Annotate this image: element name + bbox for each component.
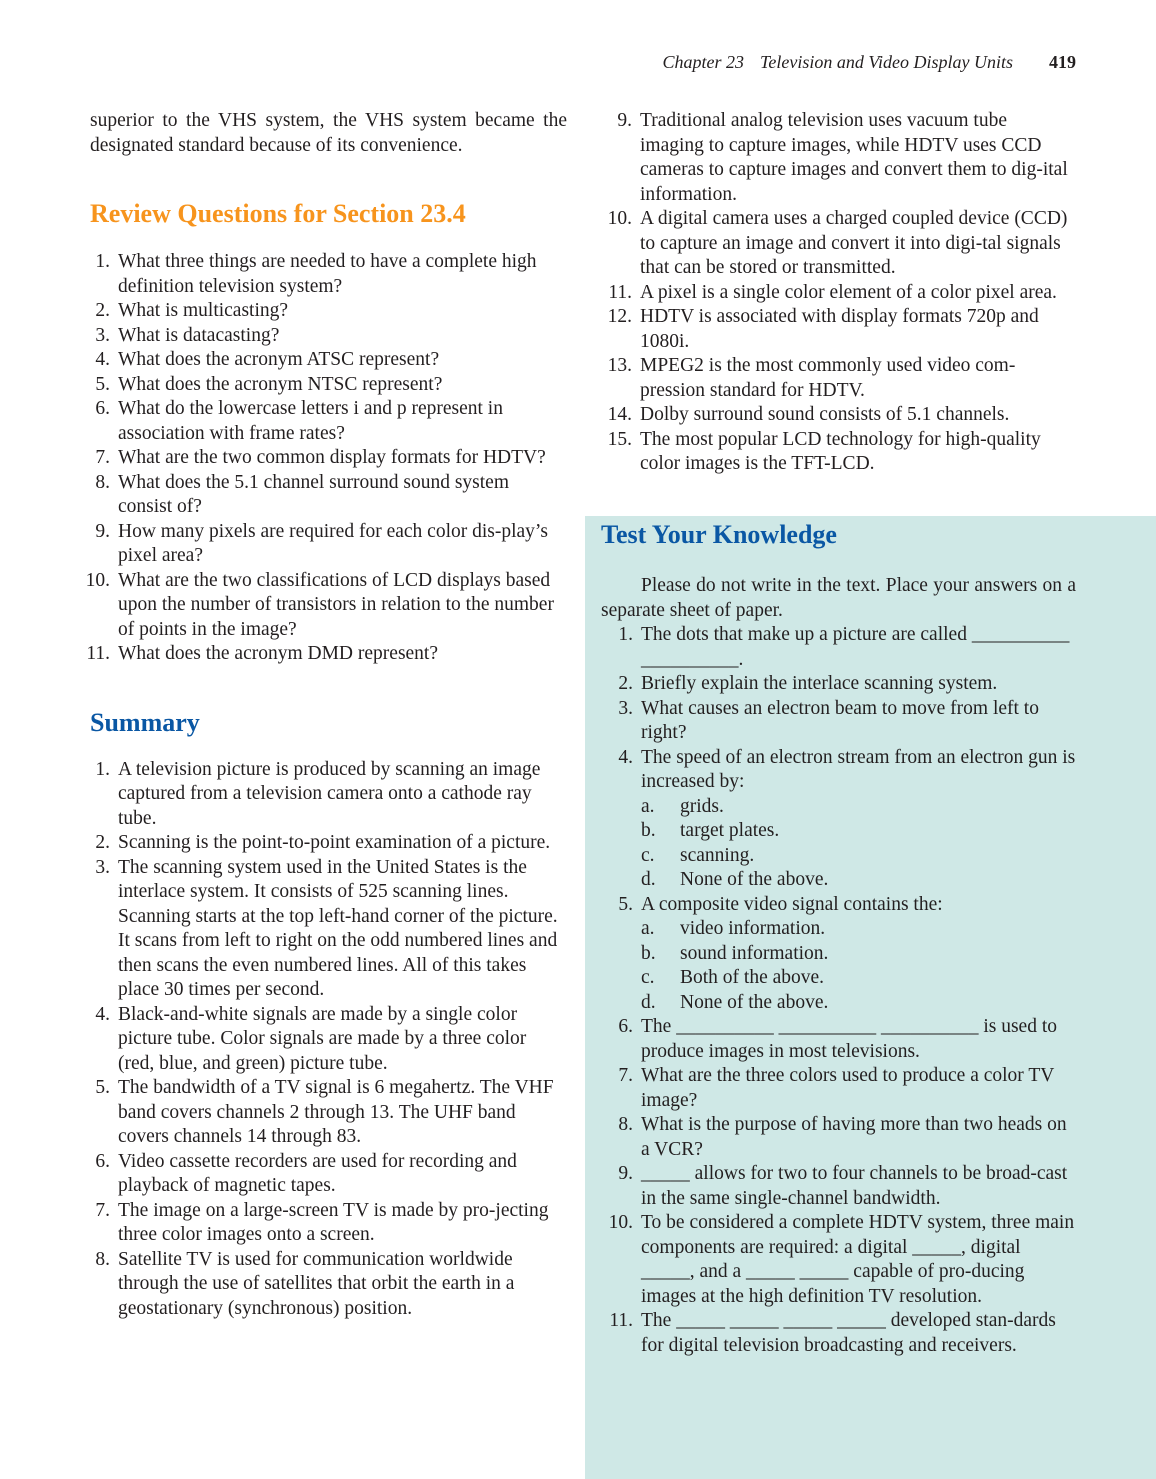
item-number: 6.	[95, 398, 110, 419]
option-letter: c.	[641, 844, 655, 866]
item-text	[640, 428, 1075, 477]
test-instructions: Please do not write in the text. Place your answers on a separate sheet of paper.	[601, 575, 1076, 621]
list-item	[90, 299, 567, 324]
list-item	[601, 746, 1076, 893]
test-your-knowledge-box	[585, 516, 1156, 1479]
item-number: 11.	[608, 281, 632, 303]
item-text-content: Black-and-white signals are made by a single color picture tube. Color signals are made by a three color (red, blue, and green) picture tube.	[118, 1003, 527, 1074]
item-text-content: A digital camera uses a charged coupled device (CCD) to capture an image and convert it into digi-tal signals that can be stored or transmitted.	[640, 208, 1068, 278]
option-item	[641, 795, 1076, 820]
test-questions-list	[601, 623, 1076, 1358]
item-number: 8.	[95, 1248, 110, 1270]
item-number: 1.	[95, 758, 110, 780]
list-item	[601, 1162, 1076, 1211]
list-item	[90, 1199, 567, 1248]
item-text	[641, 672, 1076, 697]
item-number: 4.	[618, 746, 633, 768]
item-text-content: The bandwidth of a TV signal is 6 megahertz. The VHF band covers channels 2 through 13. The UHF band covers channels 14 through 83.	[118, 1077, 554, 1147]
item-text-content: The dots that make up a picture are called __________ __________.	[641, 624, 1070, 670]
item-text	[118, 831, 567, 856]
item-number: 2.	[95, 300, 110, 321]
item-text-content: Scanning is the point-to-point examination of a picture.	[118, 832, 551, 853]
item-number: 2.	[95, 832, 110, 853]
item-number: 14.	[607, 404, 632, 425]
item-number: 1.	[618, 624, 633, 645]
item-text	[640, 403, 1075, 428]
item-text	[118, 250, 567, 299]
list-item	[86, 642, 567, 667]
list-item	[601, 1309, 1076, 1358]
item-text-content: What are the two common display formats for HDTV?	[118, 447, 546, 468]
list-item	[601, 697, 1076, 746]
item-number: 5.	[95, 373, 110, 395]
item-text	[640, 354, 1075, 403]
list-item	[90, 348, 567, 373]
option-text: None of the above.	[680, 991, 829, 1013]
option-letter: c.	[641, 967, 655, 988]
list-item	[600, 354, 1075, 403]
item-text	[118, 397, 567, 446]
item-text-content: The _____ _____ _____ _____ developed stan-dards for digital television broadcasting and receivers.	[641, 1310, 1056, 1356]
item-number: 1.	[95, 251, 110, 272]
item-text-content: A television picture is produced by scanning an image captured from a television camera onto a cathode ray tube.	[118, 758, 541, 829]
running-head	[663, 50, 1077, 75]
list-item	[90, 250, 567, 299]
item-text	[118, 373, 567, 398]
item-number: 8.	[618, 1114, 633, 1135]
item-text	[641, 697, 1076, 746]
list-item	[90, 324, 567, 349]
list-item	[90, 520, 567, 569]
test-your-knowledge-heading: Test Your Knowledge	[601, 520, 837, 549]
item-number: 11.	[86, 643, 110, 664]
item-text-content: What is datacasting?	[118, 324, 280, 346]
option-item	[641, 917, 1076, 942]
item-text-content: What causes an electron beam to move from left to right?	[641, 697, 1039, 743]
item-text	[118, 642, 567, 667]
item-number: 12.	[607, 306, 632, 327]
item-number: 15.	[607, 428, 632, 450]
item-number: 4.	[95, 1003, 110, 1025]
list-item	[90, 471, 567, 520]
item-number: 10.	[607, 208, 632, 229]
item-text	[118, 471, 567, 520]
right-column	[600, 109, 1075, 477]
list-item	[600, 207, 1075, 281]
item-number: 5.	[618, 893, 633, 915]
item-text-content: The speed of an electron stream from an electron gun is increased by:	[641, 746, 1076, 792]
item-number: 9.	[95, 520, 110, 542]
list-item	[600, 305, 1075, 354]
item-text	[118, 1150, 567, 1199]
option-item	[641, 991, 1076, 1016]
option-text: grids.	[680, 795, 724, 817]
list-item	[90, 831, 567, 856]
item-text	[641, 746, 1076, 893]
review-questions-list	[85, 250, 567, 667]
item-text-content: Briefly explain the interlace scanning system.	[641, 673, 998, 694]
list-item	[90, 1076, 567, 1150]
item-number: 3.	[95, 324, 110, 346]
item-text	[118, 324, 567, 349]
option-list	[641, 917, 1076, 1015]
item-text	[641, 1211, 1076, 1309]
list-item	[600, 281, 1075, 306]
item-text-content: A pixel is a single color element of a color pixel area.	[640, 281, 1057, 303]
item-text	[640, 109, 1075, 207]
option-text: target plates.	[680, 820, 780, 841]
item-text	[118, 446, 567, 471]
list-item	[85, 569, 567, 643]
item-text	[118, 1076, 567, 1150]
item-text	[118, 1248, 567, 1322]
item-number: 2.	[618, 673, 633, 694]
page-number: 419	[1049, 52, 1076, 72]
item-text-content: Traditional analog television uses vacuum tube imaging to capture images, while HDTV uses CCD cameras to capture images and convert them to dig-ital information.	[640, 110, 1068, 205]
list-item	[601, 623, 1076, 672]
list-item	[600, 109, 1075, 207]
item-text-content: How many pixels are required for each color dis-play’s pixel area?	[118, 520, 548, 566]
item-text-content: A composite video signal contains the:	[641, 893, 943, 915]
item-text-content: The __________ __________ __________ is used to produce images in most televisions.	[641, 1016, 1057, 1062]
answers-list	[600, 109, 1075, 477]
list-item	[90, 446, 567, 471]
item-text	[640, 281, 1075, 306]
option-text: video information.	[680, 918, 826, 939]
item-text-content: Dolby surround sound consists of 5.1 channels.	[640, 404, 1010, 425]
item-text-content: The image on a large-screen TV is made by pro-jecting three color images onto a screen.	[118, 1199, 549, 1245]
list-item	[90, 1150, 567, 1199]
option-letter: a.	[641, 795, 655, 817]
review-questions-heading: Review Questions for Section 23.4	[90, 199, 466, 228]
list-item	[600, 428, 1075, 477]
item-text	[118, 758, 567, 832]
item-text	[640, 305, 1075, 354]
item-number: 7.	[618, 1065, 633, 1086]
item-text-content: What are the two classifications of LCD displays based upon the number of transistors in relation to the number of points in the image?	[118, 569, 554, 640]
item-number: 11.	[609, 1310, 633, 1331]
item-number: 13.	[607, 355, 632, 376]
item-text	[118, 856, 567, 1003]
option-list	[641, 795, 1076, 893]
option-text: sound information.	[680, 942, 829, 964]
summary-list	[90, 758, 567, 1322]
list-item	[601, 1113, 1076, 1162]
item-number: 3.	[95, 856, 110, 878]
item-text-content: What is multicasting?	[118, 300, 289, 321]
option-letter: b.	[641, 942, 656, 964]
item-text	[641, 1309, 1076, 1358]
item-text-content: What is the purpose of having more than two heads on a VCR?	[641, 1114, 1067, 1160]
option-item	[641, 868, 1076, 893]
item-text-content: Video cassette recorders are used for recording and playback of magnetic tapes.	[118, 1150, 517, 1196]
option-text: scanning.	[680, 844, 755, 866]
item-text-content: The most popular LCD technology for high-quality color images is the TFT-LCD.	[640, 428, 1041, 474]
list-item	[601, 1211, 1076, 1309]
item-text	[641, 1162, 1076, 1211]
list-item	[90, 1248, 567, 1322]
option-letter: d.	[641, 869, 656, 890]
item-text	[641, 623, 1076, 672]
list-item	[90, 373, 567, 398]
intro-paragraph: superior to the VHS system, the VHS system became the designated standard because of its convenience.	[90, 110, 567, 156]
item-number: 3.	[618, 697, 633, 719]
item-text-content: What does the 5.1 channel surround sound system consist of?	[118, 471, 510, 517]
list-item	[601, 1015, 1076, 1064]
item-number: 8.	[95, 471, 110, 493]
list-item	[90, 1003, 567, 1077]
item-number: 7.	[95, 1199, 110, 1221]
item-text-content: _____ allows for two to four channels to be broad-cast in the same single-channel bandwidth.	[641, 1163, 1068, 1209]
item-text	[118, 299, 567, 324]
item-text	[118, 569, 567, 643]
option-item	[641, 844, 1076, 869]
option-letter: b.	[641, 820, 656, 841]
item-text	[640, 207, 1075, 281]
item-text	[641, 1015, 1076, 1064]
item-number: 9.	[617, 110, 632, 131]
item-number: 6.	[95, 1150, 110, 1172]
item-number: 5.	[95, 1077, 110, 1098]
item-text-content: What does the acronym ATSC represent?	[118, 349, 440, 370]
option-item	[641, 966, 1076, 991]
summary-heading: Summary	[90, 707, 200, 737]
item-text-content: What are the three colors used to produce a color TV image?	[641, 1065, 1054, 1111]
item-number: 10.	[85, 569, 110, 591]
item-text-content: What does the acronym NTSC represent?	[118, 373, 443, 395]
list-item	[90, 758, 567, 832]
item-text	[118, 520, 567, 569]
item-text	[641, 1113, 1076, 1162]
item-text	[641, 1064, 1076, 1113]
item-text-content: What three things are needed to have a complete high definition television system?	[118, 251, 537, 297]
item-text-content: HDTV is associated with display formats 720p and 1080i.	[640, 306, 1039, 352]
item-text-content: To be considered a complete HDTV system, three main components are required: a digital _____, digital _____, and a _____ _____ capable of pro-ducing images at the high definition TV resolution.	[641, 1212, 1075, 1307]
item-text-content: MPEG2 is the most commonly used video com-pression standard for HDTV.	[640, 355, 1016, 401]
list-item	[600, 403, 1075, 428]
option-item	[641, 942, 1076, 967]
chapter-title: Television and Video Display Units	[760, 52, 1013, 72]
option-letter: d.	[641, 991, 656, 1013]
item-text	[118, 348, 567, 373]
item-text-content: What does the acronym DMD represent?	[118, 643, 439, 664]
list-item	[601, 1064, 1076, 1113]
option-item	[641, 819, 1076, 844]
item-text	[641, 893, 1076, 1016]
list-item	[90, 856, 567, 1003]
item-text	[118, 1199, 567, 1248]
list-item	[601, 672, 1076, 697]
option-letter: a.	[641, 918, 655, 939]
item-text-content: What do the lowercase letters i and p represent in association with frame rates?	[118, 398, 503, 444]
item-number: 10.	[608, 1212, 633, 1233]
option-text: Both of the above.	[680, 967, 825, 988]
chapter-label: Chapter 23	[662, 52, 745, 72]
item-number: 4.	[95, 349, 110, 370]
item-text-content: Satellite TV is used for communication worldwide through the use of satellites that orbit the earth in a geostationary (synchronous) position.	[118, 1248, 515, 1319]
option-text: None of the above.	[680, 869, 829, 890]
list-item	[601, 893, 1076, 1016]
list-item	[90, 397, 567, 446]
item-number: 6.	[618, 1016, 633, 1037]
item-text	[118, 1003, 567, 1077]
item-number: 7.	[95, 447, 110, 468]
item-number: 9.	[618, 1163, 633, 1184]
item-text-content: The scanning system used in the United States is the interlace system. It consists of 525 scanning lines. Scanning starts at the top left-hand corner of the picture. It scans from left to right on the odd numbered lines and then scans the even numbered lines. All of this takes place 30 times per second.	[118, 856, 558, 1000]
left-column	[85, 109, 567, 1321]
